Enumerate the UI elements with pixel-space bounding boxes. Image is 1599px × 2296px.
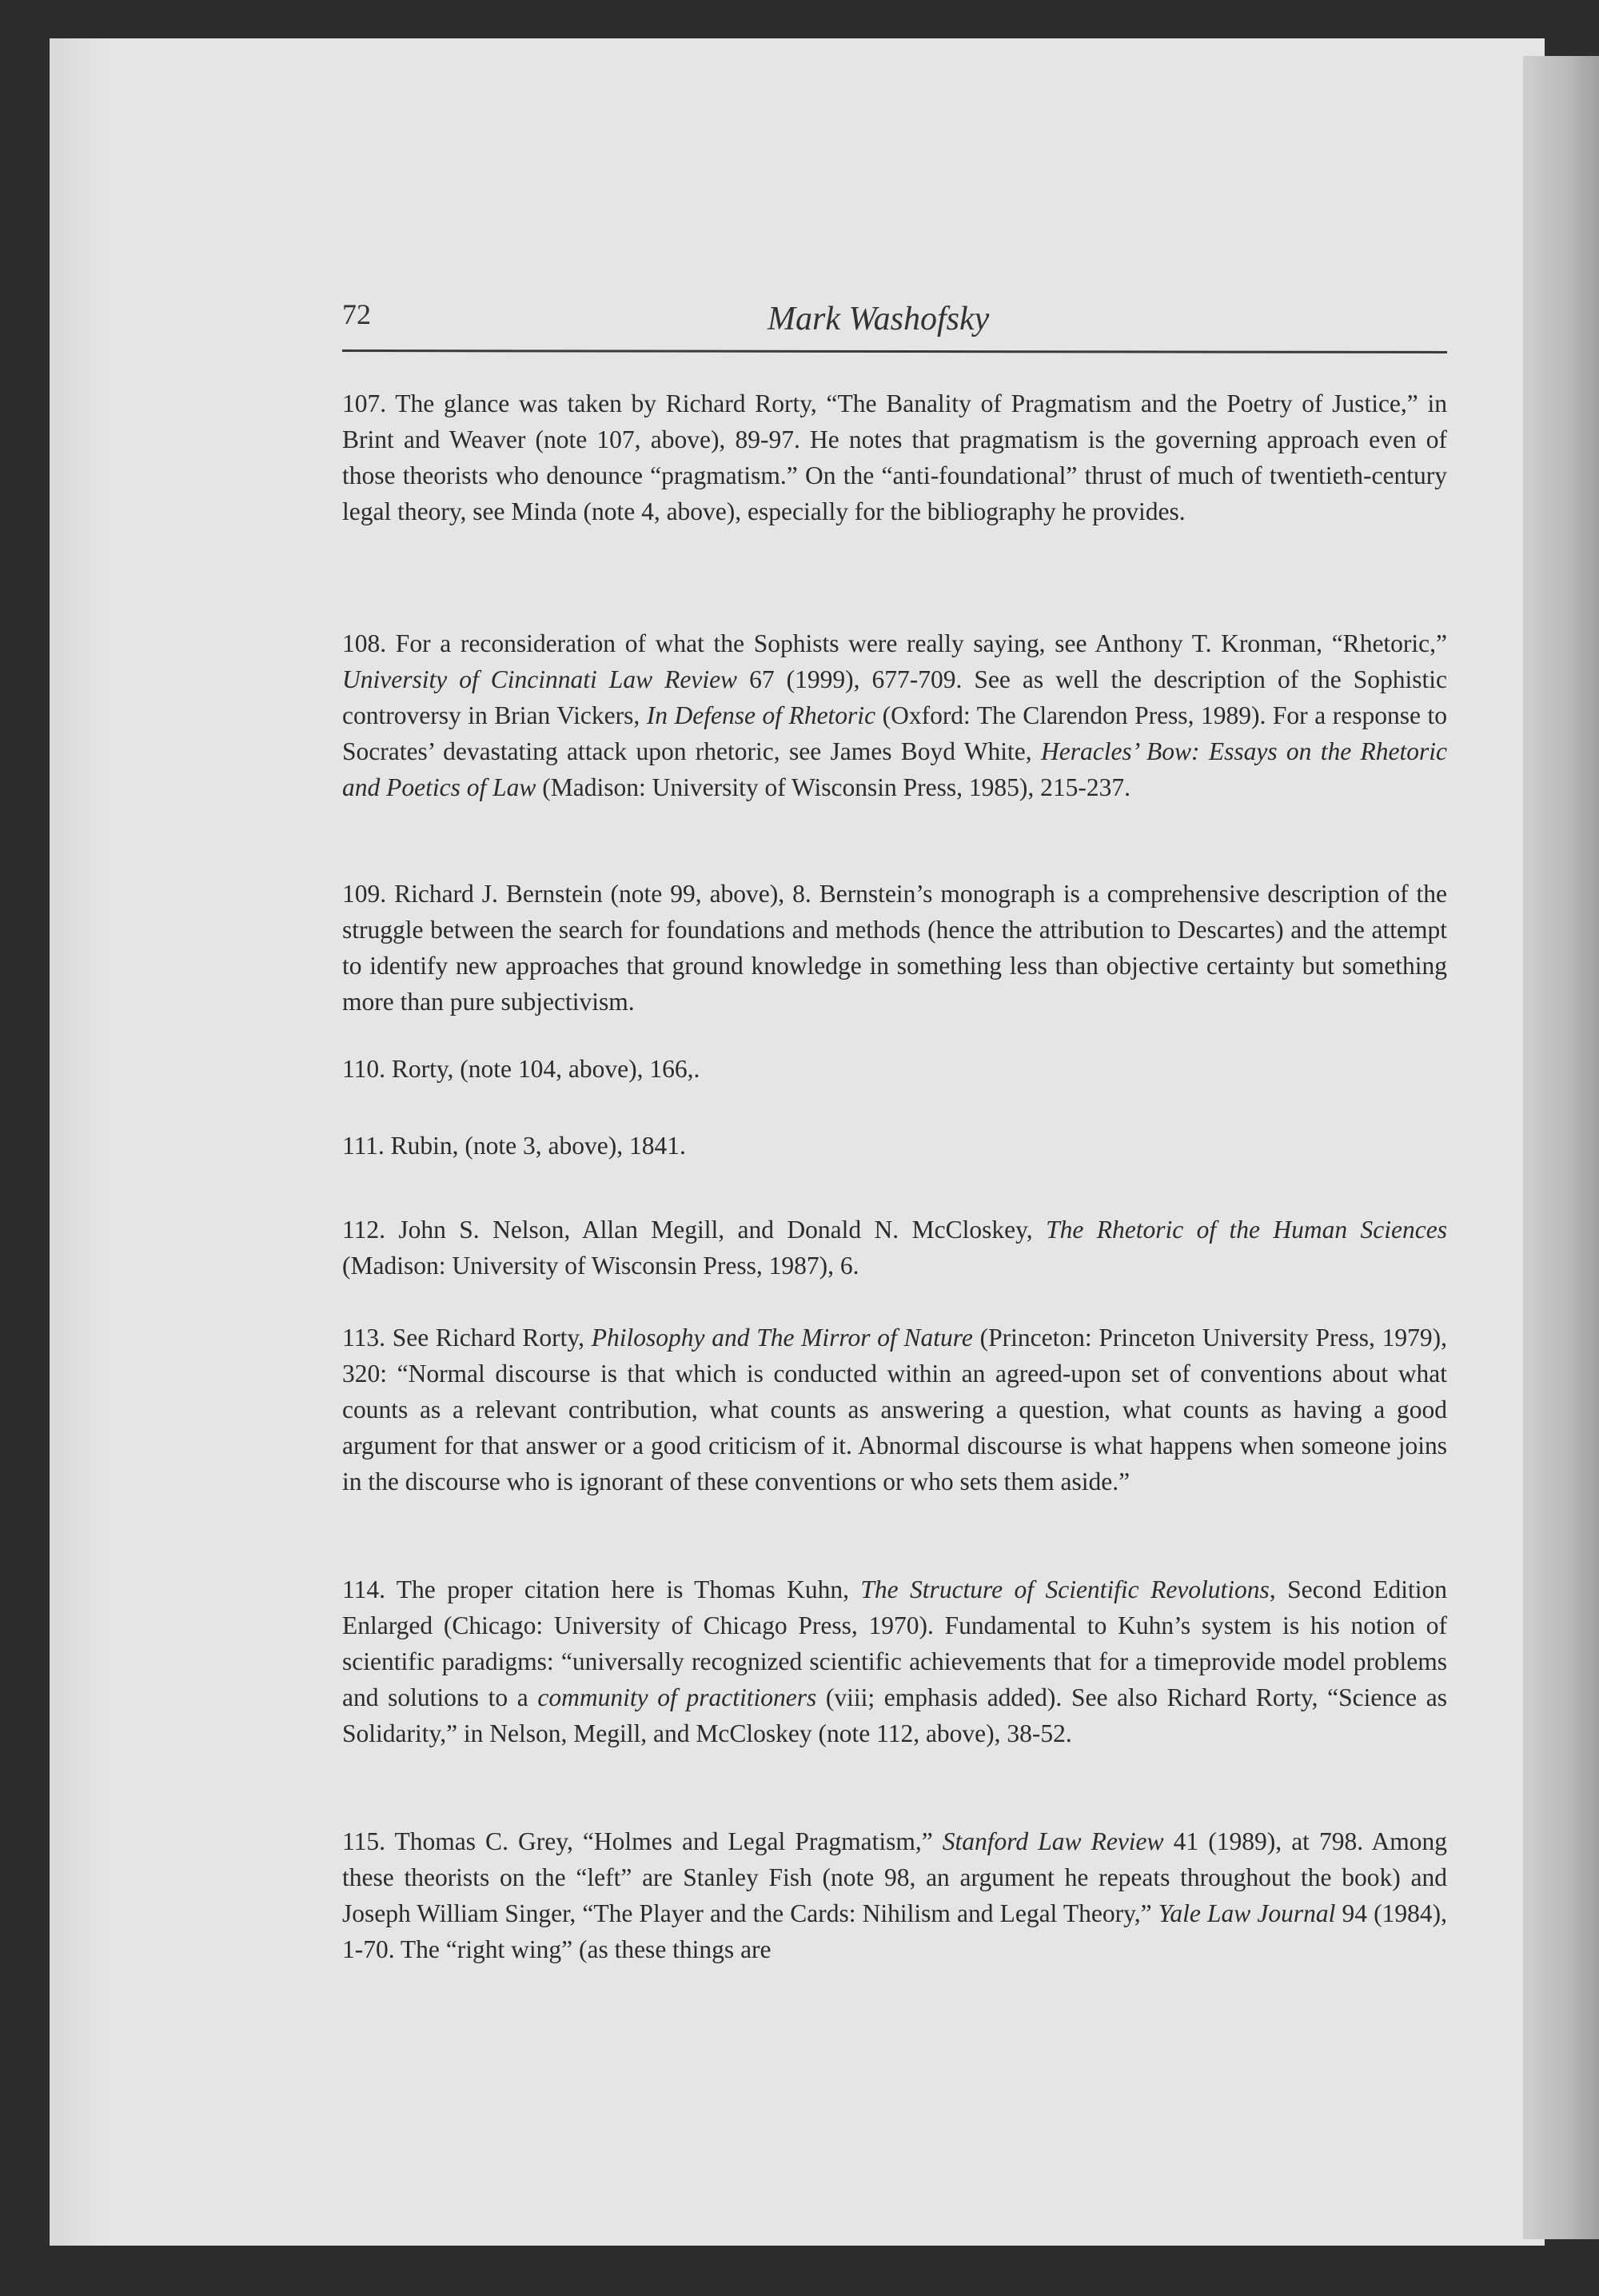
- italic-title: Stanford Law Review: [942, 1827, 1164, 1855]
- note-text: 112. John S. Nelson, Allan Megill, and Donald N. McCloskey,: [342, 1216, 1047, 1244]
- italic-title: The Structure of Scientific Revolutions: [860, 1575, 1270, 1603]
- running-head: Mark Washofsky: [768, 301, 990, 337]
- footnote-115: [342, 1823, 1447, 1967]
- note-text: 111. Rubin, (note 3, above), 1841.: [342, 1132, 686, 1160]
- italic-title: The Rhetoric of the Human Sciences: [1046, 1216, 1447, 1244]
- footnote-109: [342, 876, 1447, 1020]
- italic-title: University of Cincinnati Law Review: [342, 665, 738, 693]
- note-text: 109. Richard J. Bernstein (note 99, above), 8. Bernstein’s monograph is a comprehensive description of the struggle between the search for foundations and methods (hence the attribution to Descartes) and the attempt to identify new approaches that ground knowledge in something less than objective certainty but something more than pure subjectivism.: [342, 880, 1447, 1016]
- note-text: 113. See Richard Rorty,: [342, 1324, 592, 1352]
- note-text: 114. The proper citation here is Thomas Kuhn,: [342, 1575, 861, 1603]
- note-text: 94 (1984), 1-70. The “right wing” (as these things are: [342, 1899, 1447, 1963]
- italic-title: community of practitioners: [537, 1683, 817, 1711]
- italic-title: Philosophy and The Mirror of Nature: [591, 1324, 973, 1352]
- note-text: (Oxford: The Clarendon Press, 1989). For a response to Socrates’ devastating attack upon rhetoric, see James Boyd White,: [342, 701, 1447, 765]
- note-text: 41 (1989), at 798. Among these theorists on the “left” are Stanley Fish (note 98, an argument he repeats throughout the book) and Joseph William Singer, “The Player and the Cards: Nihilism and Legal Theory,”: [342, 1827, 1447, 1927]
- italic-title: In Defense of Rhetoric: [646, 701, 876, 729]
- note-text: (Madison: University of Wisconsin Press, 1985), 215-237.: [536, 773, 1130, 801]
- footnote-108: [342, 625, 1447, 805]
- footnote-114: [342, 1571, 1447, 1751]
- footnote-110: [342, 1051, 1447, 1087]
- italic-title: Yale Law Journal: [1158, 1899, 1336, 1927]
- note-text: (Princeton: Princeton University Press, 1979), 320: “Normal discourse is that which is conducted within an agreed-upon set of conventions about what counts as a relevant contribution, what counts as answering a question, what counts as having a good argument for that answer or a good criticism of it. Abnormal discourse is what happens when someone joins in the discourse who is ignorant of these conventions or who sets them aside.”: [342, 1324, 1448, 1495]
- note-text: 115. Thomas C. Grey, “Holmes and Legal Pragmatism,”: [342, 1827, 943, 1855]
- page-left-edge: [50, 38, 106, 2246]
- italic-title: Heracles’ Bow: Essays on the Rhetoric and Poetics of Law: [342, 737, 1447, 801]
- footnote-112: [342, 1212, 1447, 1284]
- note-text: (Madison: University of Wisconsin Press, 1987), 6.: [342, 1252, 859, 1280]
- note-text: , Second Edition Enlarged (Chicago: University of Chicago Press, 1970). Fundamental to Kuhn’s system is his notion of scientific paradigms: “universally recognized scientific achievements that for a timeprovide model problems and solutions to a: [342, 1575, 1447, 1711]
- footnote-111: [342, 1128, 1447, 1164]
- note-text: 67 (1999), 677-709. See as well the description of the Sophistic controversy in Brian Vickers,: [342, 665, 1447, 729]
- page-number: 72: [342, 298, 371, 330]
- note-text: (viii; emphasis added). See also Richard Rorty, “Science as Solidarity,” in Nelson, Megill, and McCloskey (note 112, above), 38-52.: [342, 1683, 1447, 1747]
- page-stack-edge: [1523, 56, 1599, 2239]
- note-text: 107. The glance was taken by Richard Rorty, “The Banality of Pragmatism and the Poetry of Justice,” in Brint and Weaver (note 107, above), 89-97. He notes that pragmatism is the governing approach even of those theorists who denounce “pragmatism.” On the “anti-foundational” thrust of much of twentieth-century legal theory, see Minda (note 4, above), especially for the bibliography he provides.: [342, 389, 1447, 525]
- footnote-107: [342, 385, 1447, 529]
- note-text: 110. Rorty, (note 104, above), 166,.: [342, 1055, 700, 1083]
- footnote-113: [342, 1320, 1447, 1499]
- note-text: 108. For a reconsideration of what the Sophists were really saying, see Anthony T. Kronman, “Rhetoric,”: [342, 629, 1447, 657]
